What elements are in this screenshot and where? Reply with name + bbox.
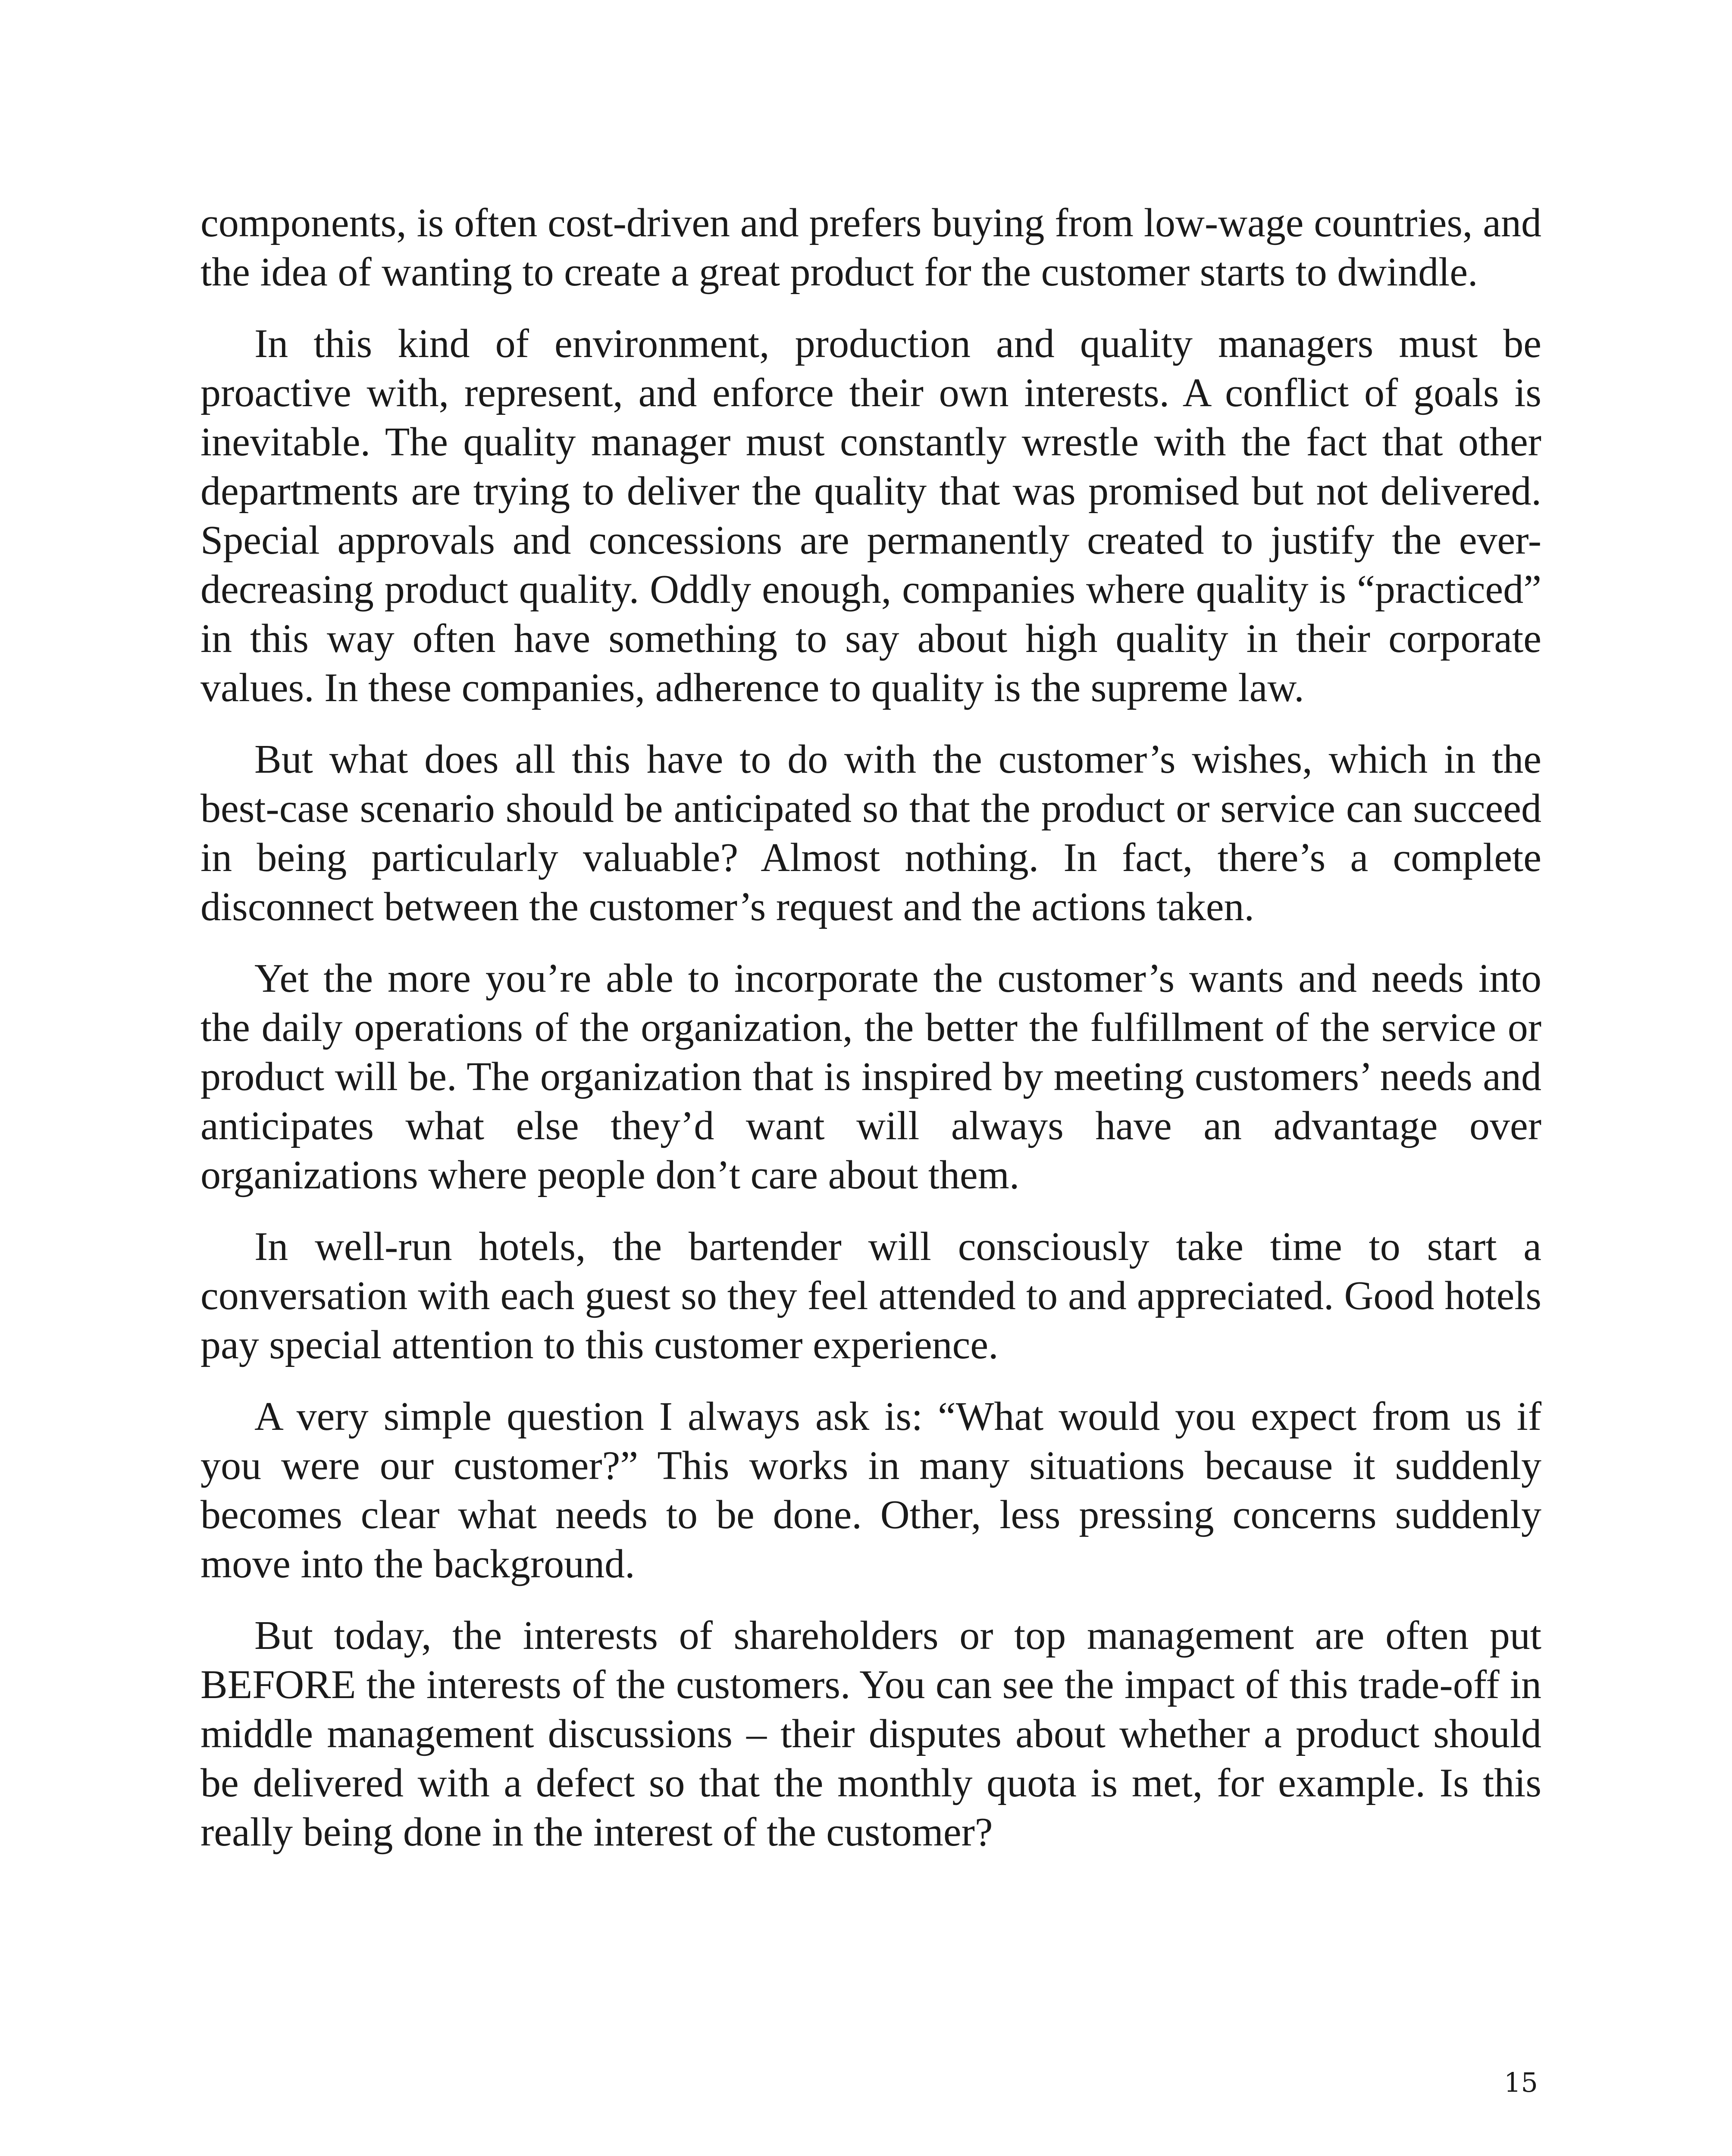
paragraph-5: In well-run hotels, the bartender will consciously take time to start a conversation with each guest so they feel attended to and appreciated. Good hotels pay special attention to this customer experience. (200, 1224, 1541, 1367)
paragraph-6: A very simple question I always ask is: “What would you expect from us if you were our customer?” This works in many situations because it suddenly becomes clear what needs to be done. Other, less pressing concerns suddenly move into the background. (200, 1394, 1541, 1586)
paragraph-7: But today, the interests of shareholders or top management are often put BEFORE the interests of the customers. You can see the impact of this trade-off in middle management discussions – their disputes about whether a product should be delivered with a defect so that the monthly quota is met, for example. Is this really being done in the interest of the customer? (200, 1613, 1541, 1855)
paragraph-2: In this kind of environment, production and quality managers must be proactive with, represent, and enforce their own interests. A conflict of goals is inevitable. The quality manager must constantly wrestle with the fact that other departments are trying to deliver the quality that was promised but not delivered. Special approvals and concessions are permanently created to justify the ever-decreasing product quality. Oddly enough, companies where quality is “practiced” in this way often have something to say about high quality in their corporate values. In these companies, adherence to quality is the supreme law. (200, 321, 1541, 710)
paragraph-4: Yet the more you’re able to incorporate the customer’s wants and needs into the daily operations of the organization, the better the fulfillment of the service or product will be. The organization that is inspired by meeting customers’ needs and anticipates what else they’d want will always have an advantage over organizations where people don’t care about them. (200, 956, 1541, 1197)
page-number: 15 (1504, 2067, 1538, 2098)
body-text (200, 198, 1541, 1879)
paragraph-1: components, is often cost-driven and prefers buying from low-wage countries, and the idea of wanting to create a great product for the customer starts to dwindle. (200, 201, 1541, 295)
paragraph-3: But what does all this have to do with the customer’s wishes, which in the best-case scenario should be anticipated so that the product or service can succeed in being particularly valuable? Almost nothing. In fact, there’s a complete disconnect between the customer’s request and the actions taken. (200, 737, 1541, 929)
